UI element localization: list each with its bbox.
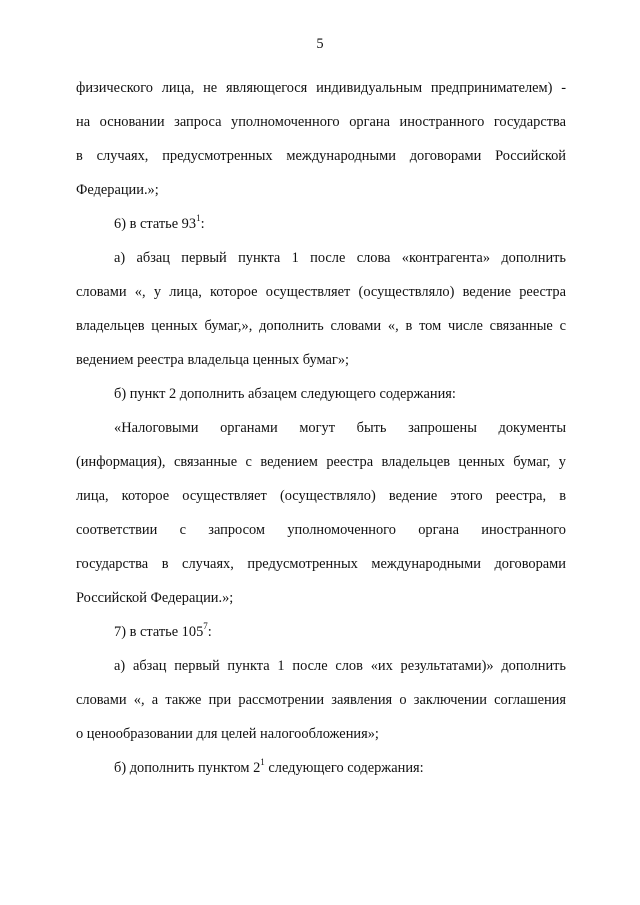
text-line: лица, которое осуществляет (осуществляло) ведение этого реестра, в bbox=[76, 488, 566, 504]
text-line: ведением реестра владельца ценных бумаг»; bbox=[76, 352, 350, 368]
text-line: Российской Федерации.»; bbox=[76, 590, 234, 606]
text-line: владельцев ценных бумаг,», дополнить словами «, в том числе связанные с bbox=[76, 318, 566, 334]
list-item-6 bbox=[114, 214, 566, 234]
text-line: (информация), связанные с ведением реестра владельцев ценных бумаг, у bbox=[76, 454, 566, 470]
text-line: а) абзац первый пункта 1 после слова «контрагента» дополнить bbox=[114, 250, 566, 266]
text-line: на основании запроса уполномоченного органа иностранного государства bbox=[76, 114, 566, 130]
list-item-text: 6) в статье 93 bbox=[114, 216, 197, 232]
list-item-tail: : bbox=[200, 216, 205, 232]
text-line: Федерации.»; bbox=[76, 182, 159, 198]
text-line: государства в случаях, предусмотренных международными договорами bbox=[76, 556, 566, 572]
superscript: 7 bbox=[203, 621, 208, 632]
list-item-tail: : bbox=[207, 624, 212, 640]
superscript: 1 bbox=[196, 213, 201, 224]
list-item-tail: следующего содержания: bbox=[264, 760, 424, 776]
text-line: словами «, у лица, которое осуществляет (осуществляло) ведение реестра bbox=[76, 284, 566, 300]
text-line: соответствии с запросом уполномоченного органа иностранного bbox=[76, 522, 566, 538]
superscript: 1 bbox=[260, 757, 265, 768]
text-line: физического лица, не являющегося индивидуальным предпринимателем) - bbox=[76, 80, 566, 96]
page-number: 5 bbox=[316, 36, 324, 52]
list-item-text: б) дополнить пунктом 2 bbox=[114, 760, 261, 776]
text-line: а) абзац первый пункта 1 после слов «их результатами)» дополнить bbox=[114, 658, 566, 674]
text-line: «Налоговыми органами могут быть запрошены документы bbox=[114, 420, 566, 436]
text-line: в случаях, предусмотренных международными договорами Российской bbox=[76, 148, 566, 164]
text-line: словами «, а также при рассмотрении заявления о заключении соглашения bbox=[76, 692, 566, 708]
list-item-text: 7) в статье 105 bbox=[114, 624, 204, 640]
list-item-7b bbox=[114, 758, 566, 778]
list-item-7 bbox=[114, 622, 566, 642]
text-line: б) пункт 2 дополнить абзацем следующего содержания: bbox=[114, 386, 456, 402]
text-line: о ценообразовании для целей налогообложения»; bbox=[76, 726, 379, 742]
